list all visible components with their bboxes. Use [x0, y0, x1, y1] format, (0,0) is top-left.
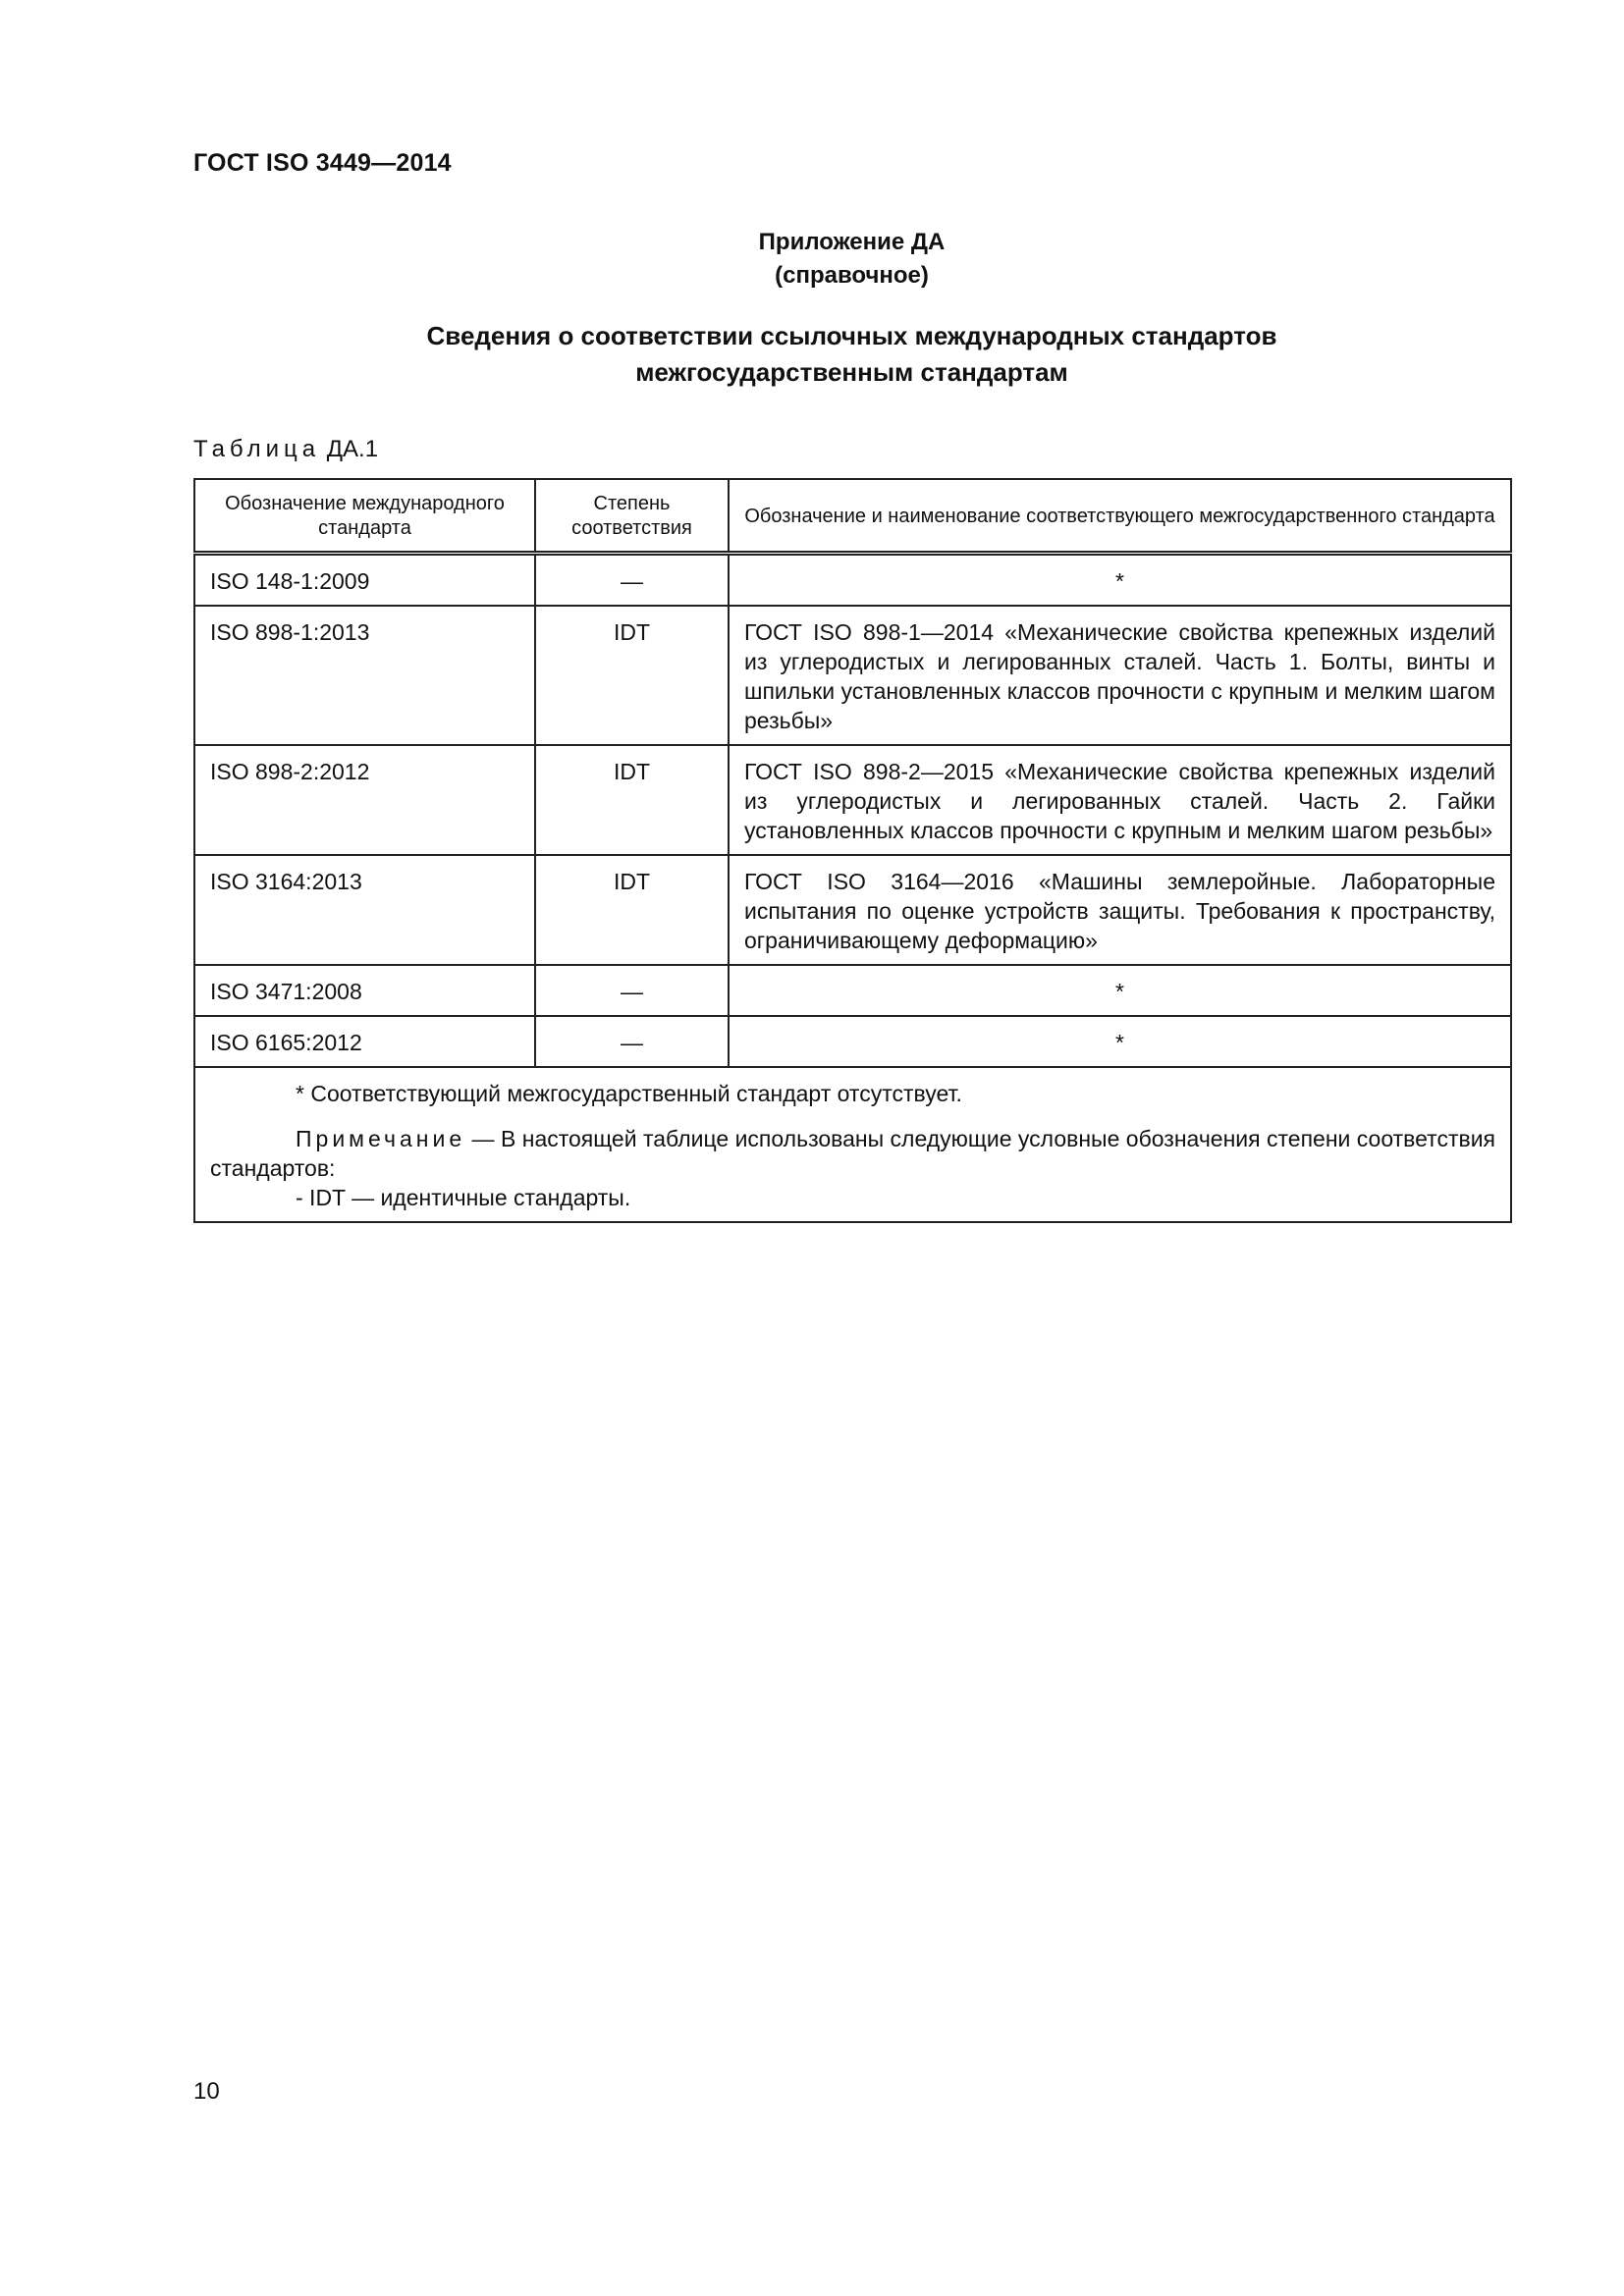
table-caption-label: Таблица — [193, 436, 321, 462]
table-row — [194, 606, 1511, 745]
cell-degree: — — [535, 1016, 729, 1067]
table-header-row — [194, 479, 1511, 554]
cell-degree: IDT — [535, 855, 729, 965]
correspondence-table — [193, 478, 1512, 1223]
annex-subtitle: (справочное) — [775, 262, 929, 289]
cell-international-ref: ISO 148-1:2009 — [194, 554, 535, 607]
page-number: 10 — [193, 2078, 220, 2105]
document-header: ГОСТ ISO 3449—2014 — [193, 149, 452, 177]
note-text: — В настоящей таблице использованы следующие условные обозначения степени соответствия стандартов: — [210, 1126, 1495, 1181]
table-row — [194, 1016, 1511, 1067]
annex-heading — [0, 226, 1624, 293]
table-row — [194, 554, 1511, 607]
section-title-line-2: межгосударственным стандартам — [635, 357, 1068, 387]
table-row — [194, 965, 1511, 1016]
cell-degree: — — [535, 965, 729, 1016]
column-header-degree: Степень соответствия — [535, 479, 729, 554]
cell-interstate-standard: * — [729, 1016, 1511, 1067]
section-title-line-1: Сведения о соответствии ссылочных международных стандартов — [426, 321, 1277, 350]
section-title — [0, 318, 1624, 391]
table-caption — [193, 436, 378, 463]
table-row — [194, 745, 1511, 855]
table-caption-number: ДА.1 — [326, 436, 379, 462]
cell-degree: IDT — [535, 745, 729, 855]
cell-international-ref: ISO 898-1:2013 — [194, 606, 535, 745]
cell-international-ref: ISO 898-2:2012 — [194, 745, 535, 855]
cell-international-ref: ISO 6165:2012 — [194, 1016, 535, 1067]
table-note — [210, 1124, 1495, 1183]
column-header-international-standard: Обозначение международного стандарта — [194, 479, 535, 554]
cell-interstate-standard: * — [729, 965, 1511, 1016]
cell-interstate-standard: ГОСТ ISO 898-1—2014 «Механические свойства крепежных изделий из углеродистых и легированных сталей. Часть 1. Болты, винты и шпильки установленных классов прочности с крупным и мелким шагом резьбы» — [729, 606, 1511, 745]
cell-international-ref: ISO 3471:2008 — [194, 965, 535, 1016]
note-item: - IDT — идентичные стандарты. — [296, 1185, 631, 1210]
cell-interstate-standard: ГОСТ ISO 3164—2016 «Машины землеройные. Лабораторные испытания по оценке устройств защиты. Требования к пространству, ограничивающему деформацию» — [729, 855, 1511, 965]
note-label: Примечание — [296, 1126, 466, 1151]
cell-degree: — — [535, 554, 729, 607]
table-notes — [194, 1067, 1511, 1222]
table-row — [194, 855, 1511, 965]
cell-interstate-standard: * — [729, 554, 1511, 607]
cell-interstate-standard: ГОСТ ISO 898-2—2015 «Механические свойства крепежных изделий из углеродистых и легированных сталей. Часть 2. Гайки установленных классов прочности с крупным и мелким шагом резьбы» — [729, 745, 1511, 855]
table-footnote: * Соответствующий межгосударственный стандарт отсутствует. — [296, 1081, 962, 1106]
cell-international-ref: ISO 3164:2013 — [194, 855, 535, 965]
column-header-interstate-standard: Обозначение и наименование соответствующего межгосударственного стандарта — [729, 479, 1511, 554]
table-notes-row — [194, 1067, 1511, 1222]
cell-degree: IDT — [535, 606, 729, 745]
annex-title: Приложение ДА — [758, 229, 946, 255]
